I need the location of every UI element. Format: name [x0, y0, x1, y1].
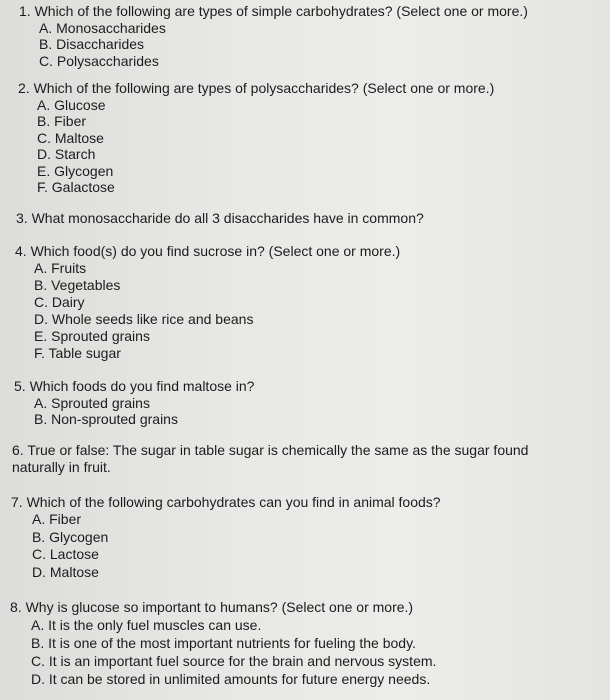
answer-option: B. It is one of the most important nutrients for fueling the body.: [31, 635, 416, 651]
answer-option: F. Table sugar: [34, 345, 121, 361]
answer-option: B. Glycogen: [32, 528, 109, 545]
answer-option: C. Lactose: [32, 546, 99, 562]
answer-option: F. Galactose: [37, 179, 115, 196]
answer-option: D. Whole seeds like rice and beans: [34, 311, 254, 327]
question-stem: 1. Which of the following are types of simple carbohydrates? (Select one or more.): [19, 3, 528, 19]
answer-option: C. It is an important fuel source for the brain and nervous system.: [31, 653, 437, 669]
answer-option: B. Vegetables: [34, 277, 121, 293]
answer-option: D. Maltose: [32, 563, 99, 580]
answer-option: C. Polysaccharides: [39, 52, 159, 69]
question-stem: 6. True or false: The sugar in table sugar is chemically the same as the sugar found naturally in fruit.: [12, 442, 529, 475]
answer-option: C. Dairy: [34, 294, 85, 310]
answer-option: A. Fiber: [32, 511, 82, 527]
answer-option: D. It can be stored in unlimited amounts for future energy needs.: [31, 671, 431, 687]
answer-option: D. Starch: [37, 146, 96, 163]
question-1: [19, 3, 528, 69]
answer-option: C. Maltose: [37, 129, 104, 146]
question-stem: 4. Which food(s) do you find sucrose in? (Select one or more.): [15, 243, 401, 259]
question-stem: 2. Which of the following are types of polysaccharides? (Select one or more.): [18, 80, 495, 96]
answer-option: A. Monosaccharides: [39, 20, 166, 36]
question-stem: 3. What monosaccharide do all 3 disaccharides have in common?: [16, 210, 424, 226]
question-5: [14, 378, 254, 428]
answer-option: B. Disaccharides: [39, 36, 145, 53]
question-3: [16, 210, 424, 227]
answer-option: B. Non-sprouted grains: [34, 411, 178, 428]
question-stem: 7. Which of the following carbohydrates can you find in animal foods?: [11, 494, 441, 510]
answer-option: A. It is the only fuel muscles can use.: [31, 617, 262, 633]
question-6: [12, 442, 572, 476]
answer-option: E. Sprouted grains: [34, 328, 150, 344]
question-2: [18, 80, 494, 195]
question-4: [15, 243, 400, 362]
answer-option: A. Glucose: [37, 97, 106, 113]
answer-option: A. Fruits: [34, 260, 87, 276]
answer-option: B. Fiber: [37, 113, 87, 130]
question-stem: 8. Why is glucose so important to humans? (Select one or more.): [10, 599, 414, 615]
question-stem: 5. Which foods do you find maltose in?: [14, 378, 255, 394]
question-7: [11, 494, 441, 581]
question-8: [10, 599, 436, 688]
answer-option: E. Glycogen: [37, 162, 114, 179]
answer-option: A. Sprouted grains: [34, 395, 150, 411]
